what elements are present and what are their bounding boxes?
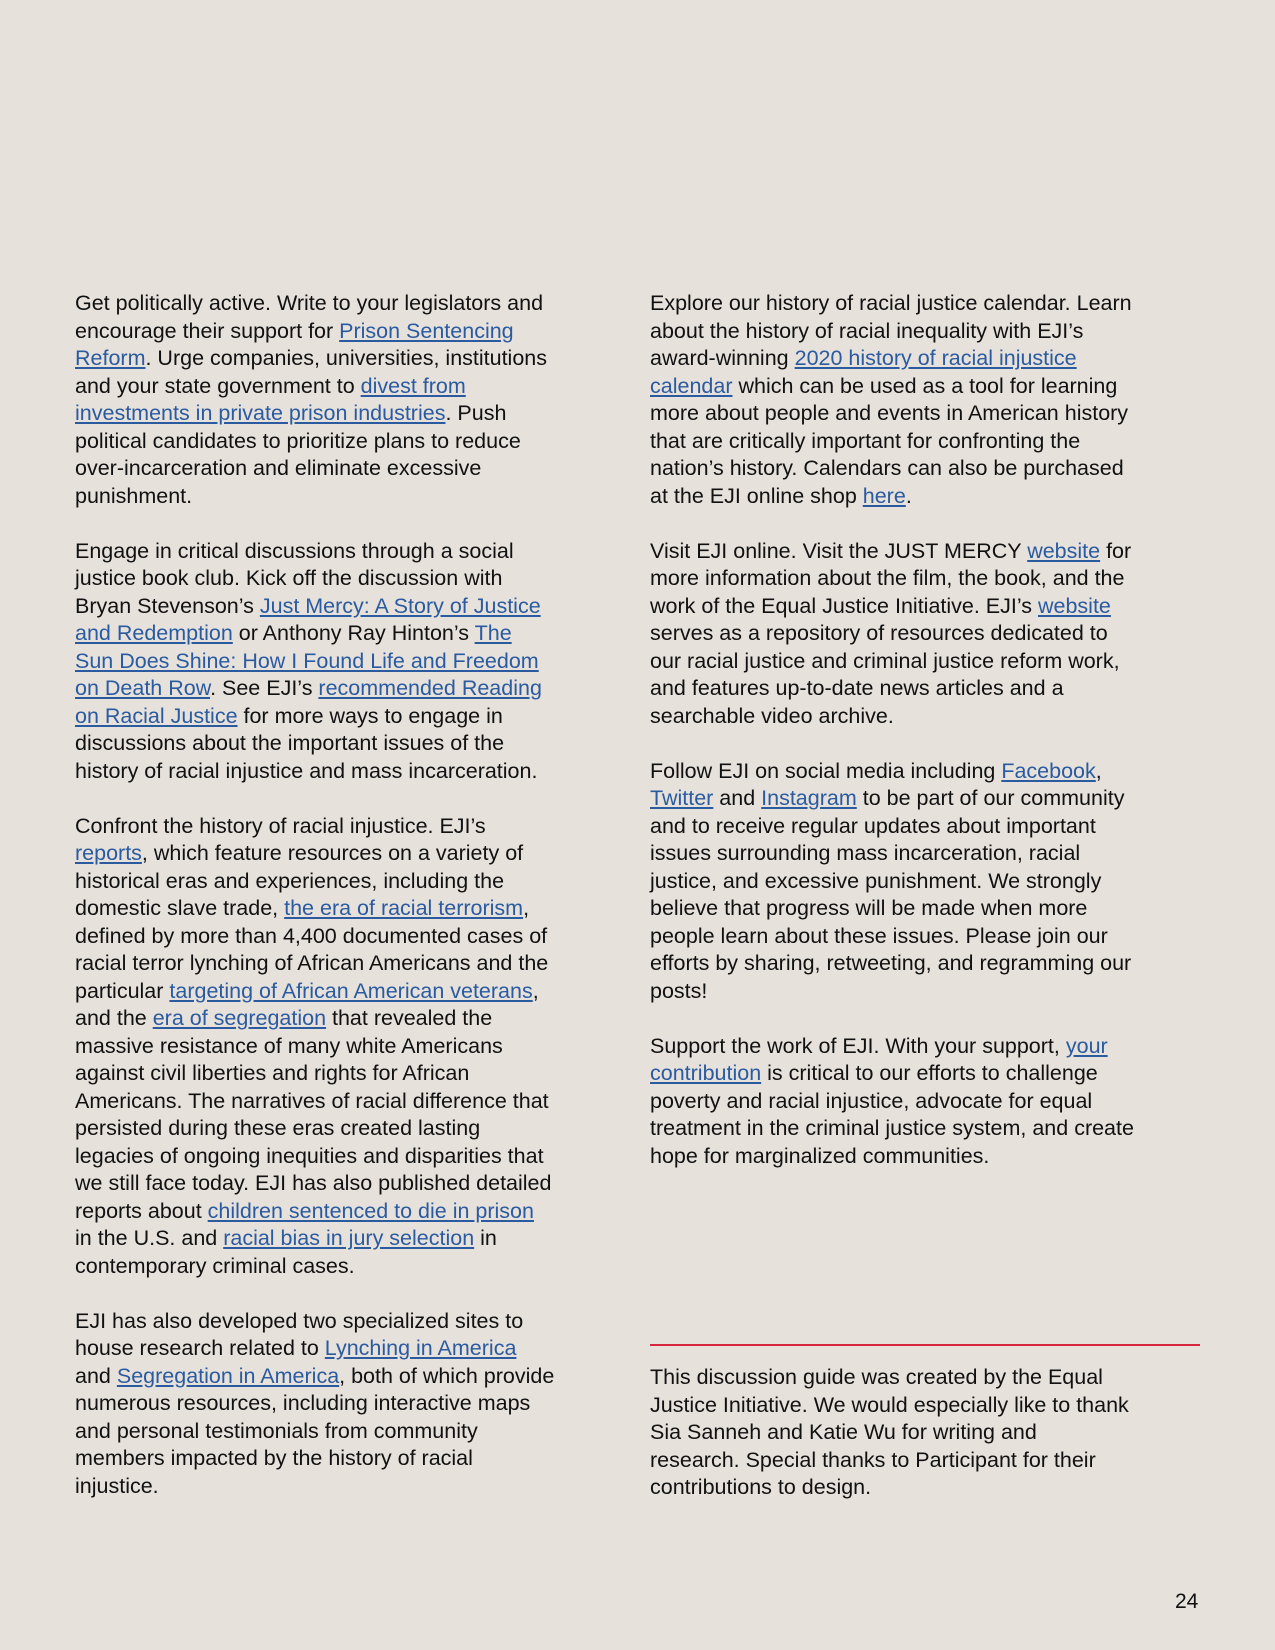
credits-divider — [650, 1344, 1200, 1346]
link-just-mercy-book[interactable]: Just Mercy: A Story of Justice and Redemption — [75, 593, 541, 645]
link-recommended-reading[interactable]: recommended Reading on Racial Justice — [75, 676, 542, 728]
paragraph-social-media: Follow EJI on social media including Facebook, Twitter and Instagram to be part of our community and to receive regular updates about important issues surrounding mass incarceration, racial justice, and excessive punishment. We strongly believe that progress will be made when more people learn about these issues. Please join our efforts by sharing, retweeting, and regramming our posts! — [650, 758, 1132, 1003]
paragraph-book-club: Engage in critical discussions through a social justice book club. Kick off the discussion with Bryan Stevenson’s Just Mercy: A Story of Justice and Redemption or Anthony Ray Hinton’s The Sun Does Shine: How I Found Life and Freedom on Death Row. See EJI’s recommended Reading on Racial Justice for more ways to engage in discussions about the important issues of the history of racial injustice and mass incarceration. — [75, 538, 542, 783]
link-instagram[interactable]: Instagram — [761, 786, 857, 810]
link-era-of-segregation[interactable]: era of segregation — [152, 1006, 327, 1030]
link-eji-website[interactable]: website — [1037, 593, 1111, 618]
link-your-contribution[interactable]: your contribution — [650, 1033, 1108, 1085]
page-number: 24 — [1175, 1590, 1199, 1613]
link-children-sentenced[interactable]: children sentenced to die in prison — [207, 1198, 534, 1223]
right-column — [650, 290, 1140, 1198]
link-facebook[interactable]: Facebook — [1001, 758, 1096, 783]
link-just-mercy-website[interactable]: website — [1027, 538, 1101, 563]
paragraph-confront-history: Confront the history of racial injustice. EJI’s reports, which feature resources on a variety of historical eras and experiences, including the domestic slave trade, the era of racial terrorism, defined by more than 4,400 documented cases of racial terror lynching of African Americans and the particular targeting of African American veterans, and the era of segregation that revealed the massive resistance of many white Americans against civil liberties and rights for African Americans. The narratives of racial difference that persisted during these eras created lasting legacies of ongoing inequities and disparities that we still face today. EJI has also published detailed reports about children sentenced to die in prison in the U.S. and racial bias in jury selection in contemporary criminal cases. — [75, 813, 552, 1278]
paragraph-calendar: Explore our history of racial justice calendar. Learn about the history of racial inequality with EJI’s award-winning 2020 history of racial injustice calendar which can be used as a tool for learning more about people and events in American history that are critically important for confronting the nation’s history. Calendars can also be purchased at the EJI online shop here. — [650, 291, 1132, 508]
link-twitter[interactable]: Twitter — [650, 786, 714, 810]
link-divest-private-prisons[interactable]: divest from investments in private prison industries — [75, 373, 466, 425]
link-prison-sentencing-reform[interactable]: Prison Sentencing Reform — [75, 318, 514, 370]
link-era-of-racial-terrorism[interactable]: the era of racial terrorism — [284, 896, 524, 920]
link-sun-does-shine-book[interactable]: The Sun Does Shine: How I Found Life and Freedom on Death Row — [75, 621, 539, 700]
paragraph-visit-online: Visit EJI online. Visit the JUST MERCY website for more information about the film, the book, and the work of the Equal Justice Initiative. EJI’s website serves as a repository of resources dedicated to our racial justice and criminal justice reform work, and features up-to-date news articles and a searchable video archive. — [650, 538, 1132, 728]
link-racial-bias-jury[interactable]: racial bias in jury selection — [223, 1226, 475, 1250]
link-segregation-in-america[interactable]: Segregation in America — [116, 1363, 340, 1388]
link-2020-calendar[interactable]: 2020 history of racial injustice calendar — [650, 346, 1077, 398]
link-online-shop-here[interactable]: here — [862, 483, 906, 508]
paragraph-get-politically-active: Get politically active. Write to your legislators and encourage their support for Prison Sentencing Reform. Urge companies, universities, institutions and your state government to divest from investments in private prison industries. Push political candidates to prioritize plans to reduce over-incarceration and eliminate excessive punishment. — [75, 291, 547, 508]
credits-text: This discussion guide was created by the Equal Justice Initiative. We would especially like to thank Sia Sanneh and Katie Wu for writing and research. Special thanks to Participant for their contributions to design. — [650, 1365, 1129, 1499]
left-column — [75, 290, 555, 1528]
link-reports[interactable]: reports — [75, 841, 142, 865]
link-lynching-in-america[interactable]: Lynching in America — [324, 1336, 517, 1360]
paragraph-specialized-sites: EJI has also developed two specialized sites to house research related to Lynching in America and Segregation in America, both of which provide numerous resources, including interactive maps and personal testimonials from community members impacted by the history of racial injustice. — [75, 1308, 555, 1498]
paragraph-support-eji: Support the work of EJI. With your support, your contribution is critical to our efforts to challenge poverty and racial injustice, advocate for equal treatment in the criminal justice system, and create hope for marginalized communities. — [650, 1033, 1134, 1168]
link-targeting-veterans[interactable]: targeting of African American veterans — [169, 978, 533, 1003]
